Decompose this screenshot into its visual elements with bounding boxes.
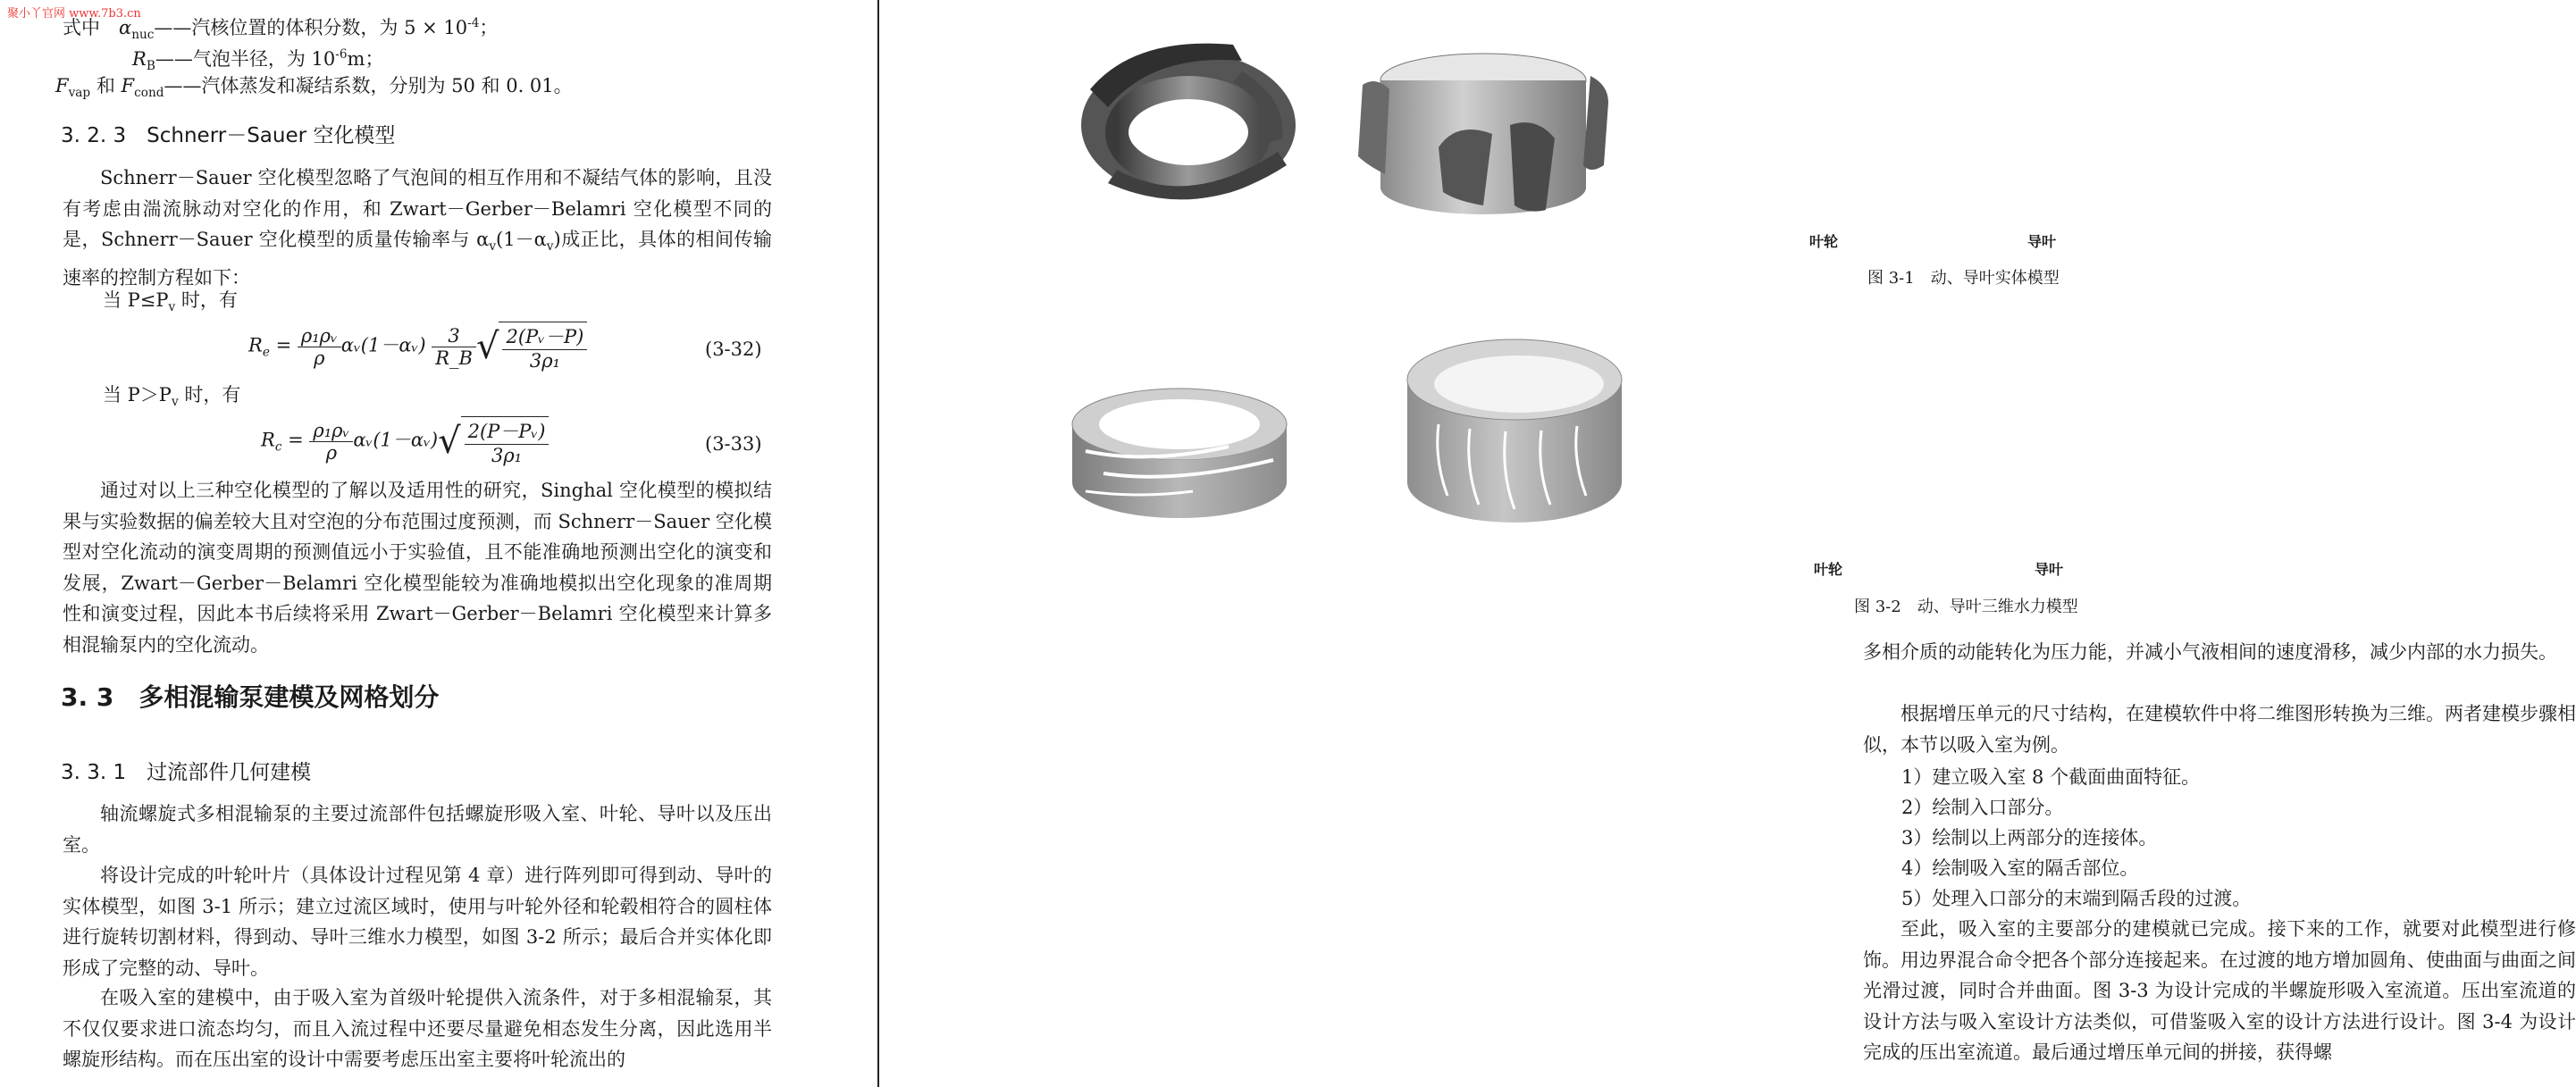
figure-3-1-label-impeller: 叶轮 <box>1809 233 1839 250</box>
figure-3-1-guide-vane-solid <box>1349 40 1617 223</box>
definition-rb: $R_B——$气泡半径，为 $10^{-6}m$； <box>132 47 384 74</box>
watermark: 聚小丫官网 www.7b3.cn <box>7 7 141 21</box>
paragraph-kinetic-energy: 多相介质的动能转化为压力能，并减小气液相间的速度滑移，减少内部的水力损失。 <box>1863 641 2557 663</box>
list-item: 2）绘制入口部分。 <box>1901 797 2064 818</box>
condition-p-le-pv: 当 $P\le P_v$ 时，有 <box>103 289 238 315</box>
right-page <box>880 0 2576 1087</box>
list-item: 5）处理入口部分的末端到隔舌段的过渡。 <box>1901 888 2252 909</box>
condition-p-gt-pv: 当 $P>P_v$ 时，有 <box>103 384 241 410</box>
section-heading-3-3: 3. 3 多相混输泵建模及网格划分 <box>61 682 440 712</box>
figure-3-1-label-guide-vane: 导叶 <box>2027 233 2057 250</box>
figure-3-2-impeller-hydraulic <box>1050 375 1305 536</box>
figure-3-1-caption: 图 3-1 动、导叶实体模型 <box>1867 269 2060 288</box>
paragraph-schnerr-intro: Schnerr－Sauer 空化模型忽略了气泡间的相互作用和不凝结气体的影响，且没有考虑由湍流脉动对空化的作用，和 Zwart－Gerber－Belamri 空化模型不同的是，Schnerr－Sauer 空化模型的质量传输率与 $\alpha_v(1-\alpha_v)$成正比，具体的相间传输速率的控制方程如下： <box>63 167 772 288</box>
list-item: 1）建立吸入室 8 个截面曲面特征。 <box>1901 766 2201 788</box>
definition-alpha-nuc: 式中 $\alpha_{nuc}——$汽核位置的体积分数，为 $5 \times 10^{-4}$； <box>63 16 499 43</box>
page-divider <box>877 0 879 1087</box>
paragraph-suction-chamber: 在吸入室的建模中，由于吸入室为首级叶轮提供入流条件，对于多相混输泵，其不仅仅要求进口流态均匀，而且入流过程中还要尽量避免相态发生分离，因此选用半螺旋形结构。而在压出室的设计中需要考虑压出室主要将叶轮流出的 <box>63 987 772 1070</box>
paragraph-model-finishing: 至此，吸入室的主要部分的建模就已完成。接下来的工作，就要对此模型进行修饰。用边界混合命令把各个部分连接起来。在过渡的地方增加圆角、使曲面与曲面之间光滑过渡，同时合并曲面。图 3-3 为设计完成的半螺旋形吸入室流道。压出室流道的设计方法与吸入室设计方法类似，可借鉴吸入室的设计方法进行设计。图 3-4 为设计完成的压出室流道。最后通过增压单元间的拼接，获得螺 <box>1863 918 2576 1063</box>
figure-3-1-impeller-solid <box>1063 18 1313 219</box>
equation-number-3-33: (3-33) <box>705 433 762 455</box>
list-item: 4）绘制吸入室的隔舌部位。 <box>1901 857 2139 879</box>
section-heading-3-3-1: 3. 3. 1 过流部件几何建模 <box>61 761 312 784</box>
definition-f: $F_{vap}$ 和 $F_{cond}——$汽体蒸发和凝结系数，分别为 50 和 0. 01。 <box>55 75 573 101</box>
paragraph-flow-parts: 轴流螺旋式多相混输泵的主要过流部件包括螺旋形吸入室、叶轮、导叶以及压出室。 <box>63 803 772 856</box>
left-page <box>0 0 877 1087</box>
paragraph-model-comparison: 通过对以上三种空化模型的了解以及适用性的研究，Singhal 空化模型的模拟结果与实验数据的偏差较大且对空泡的分布范围过度预测，而 Schnerr－Sauer 空化模型对空化流动的演变周期的预测值远小于实验值，且不能准确地预测出空化的演变和发展，Zwart－Gerber－Belamri 空化模型能较为准确地模拟出空化现象的准周期性和演变过程，因此本书后续将采用 Zwart－Gerber－Belamri 空化模型来计算多相混输泵内的空化流动。 <box>63 480 772 656</box>
figure-3-2-label-impeller: 叶轮 <box>1814 561 1843 578</box>
section-heading-3-2-3: 3. 2. 3 Schnerr－Sauer 空化模型 <box>61 124 396 147</box>
figure-3-2-guide-vane-hydraulic <box>1385 326 1644 536</box>
figure-3-2-caption: 图 3-2 动、导叶三维水力模型 <box>1854 598 2078 616</box>
figure-3-2-label-guide-vane: 导叶 <box>2035 561 2064 578</box>
equation-number-3-32: (3-32) <box>705 339 762 360</box>
list-item: 3）绘制以上两部分的连接体。 <box>1901 827 2158 849</box>
equation-3-32: $R_e$ = $\frac{\text{ρ₁ρᵥ}}{\rho}$ αᵥ(1－αᵥ) $\frac{3}{R\_B}$ √ $\frac{\text{2(Pᵥ－P)}}{\text{3ρ₁}}$ <box>248 322 587 372</box>
paragraph-blade-array: 将设计完成的叶轮叶片（具体设计过程见第 4 章）进行阵列即可得到动、导叶的实体模型，如图 3-1 所示；建立过流区域时，使用与叶轮外径和轮毂相符合的圆柱体进行旋转切割材料，得到动、导叶三维水力模型，如图 3-2 所示；最后合并实体化即形成了完整的动、导叶。 <box>63 865 772 979</box>
paragraph-modeling-steps-intro: 根据增压单元的尺寸结构，在建模软件中将二维图形转换为三维。两者建模步骤相似，本节以吸入室为例。 <box>1863 703 2576 756</box>
equation-3-33: $R_c$ = $\frac{\text{ρ₁ρᵥ}}{\rho}$ αᵥ(1－αᵥ)√ $\frac{\text{2(P－Pᵥ)}}{\text{3ρ₁}}$ <box>261 416 549 466</box>
